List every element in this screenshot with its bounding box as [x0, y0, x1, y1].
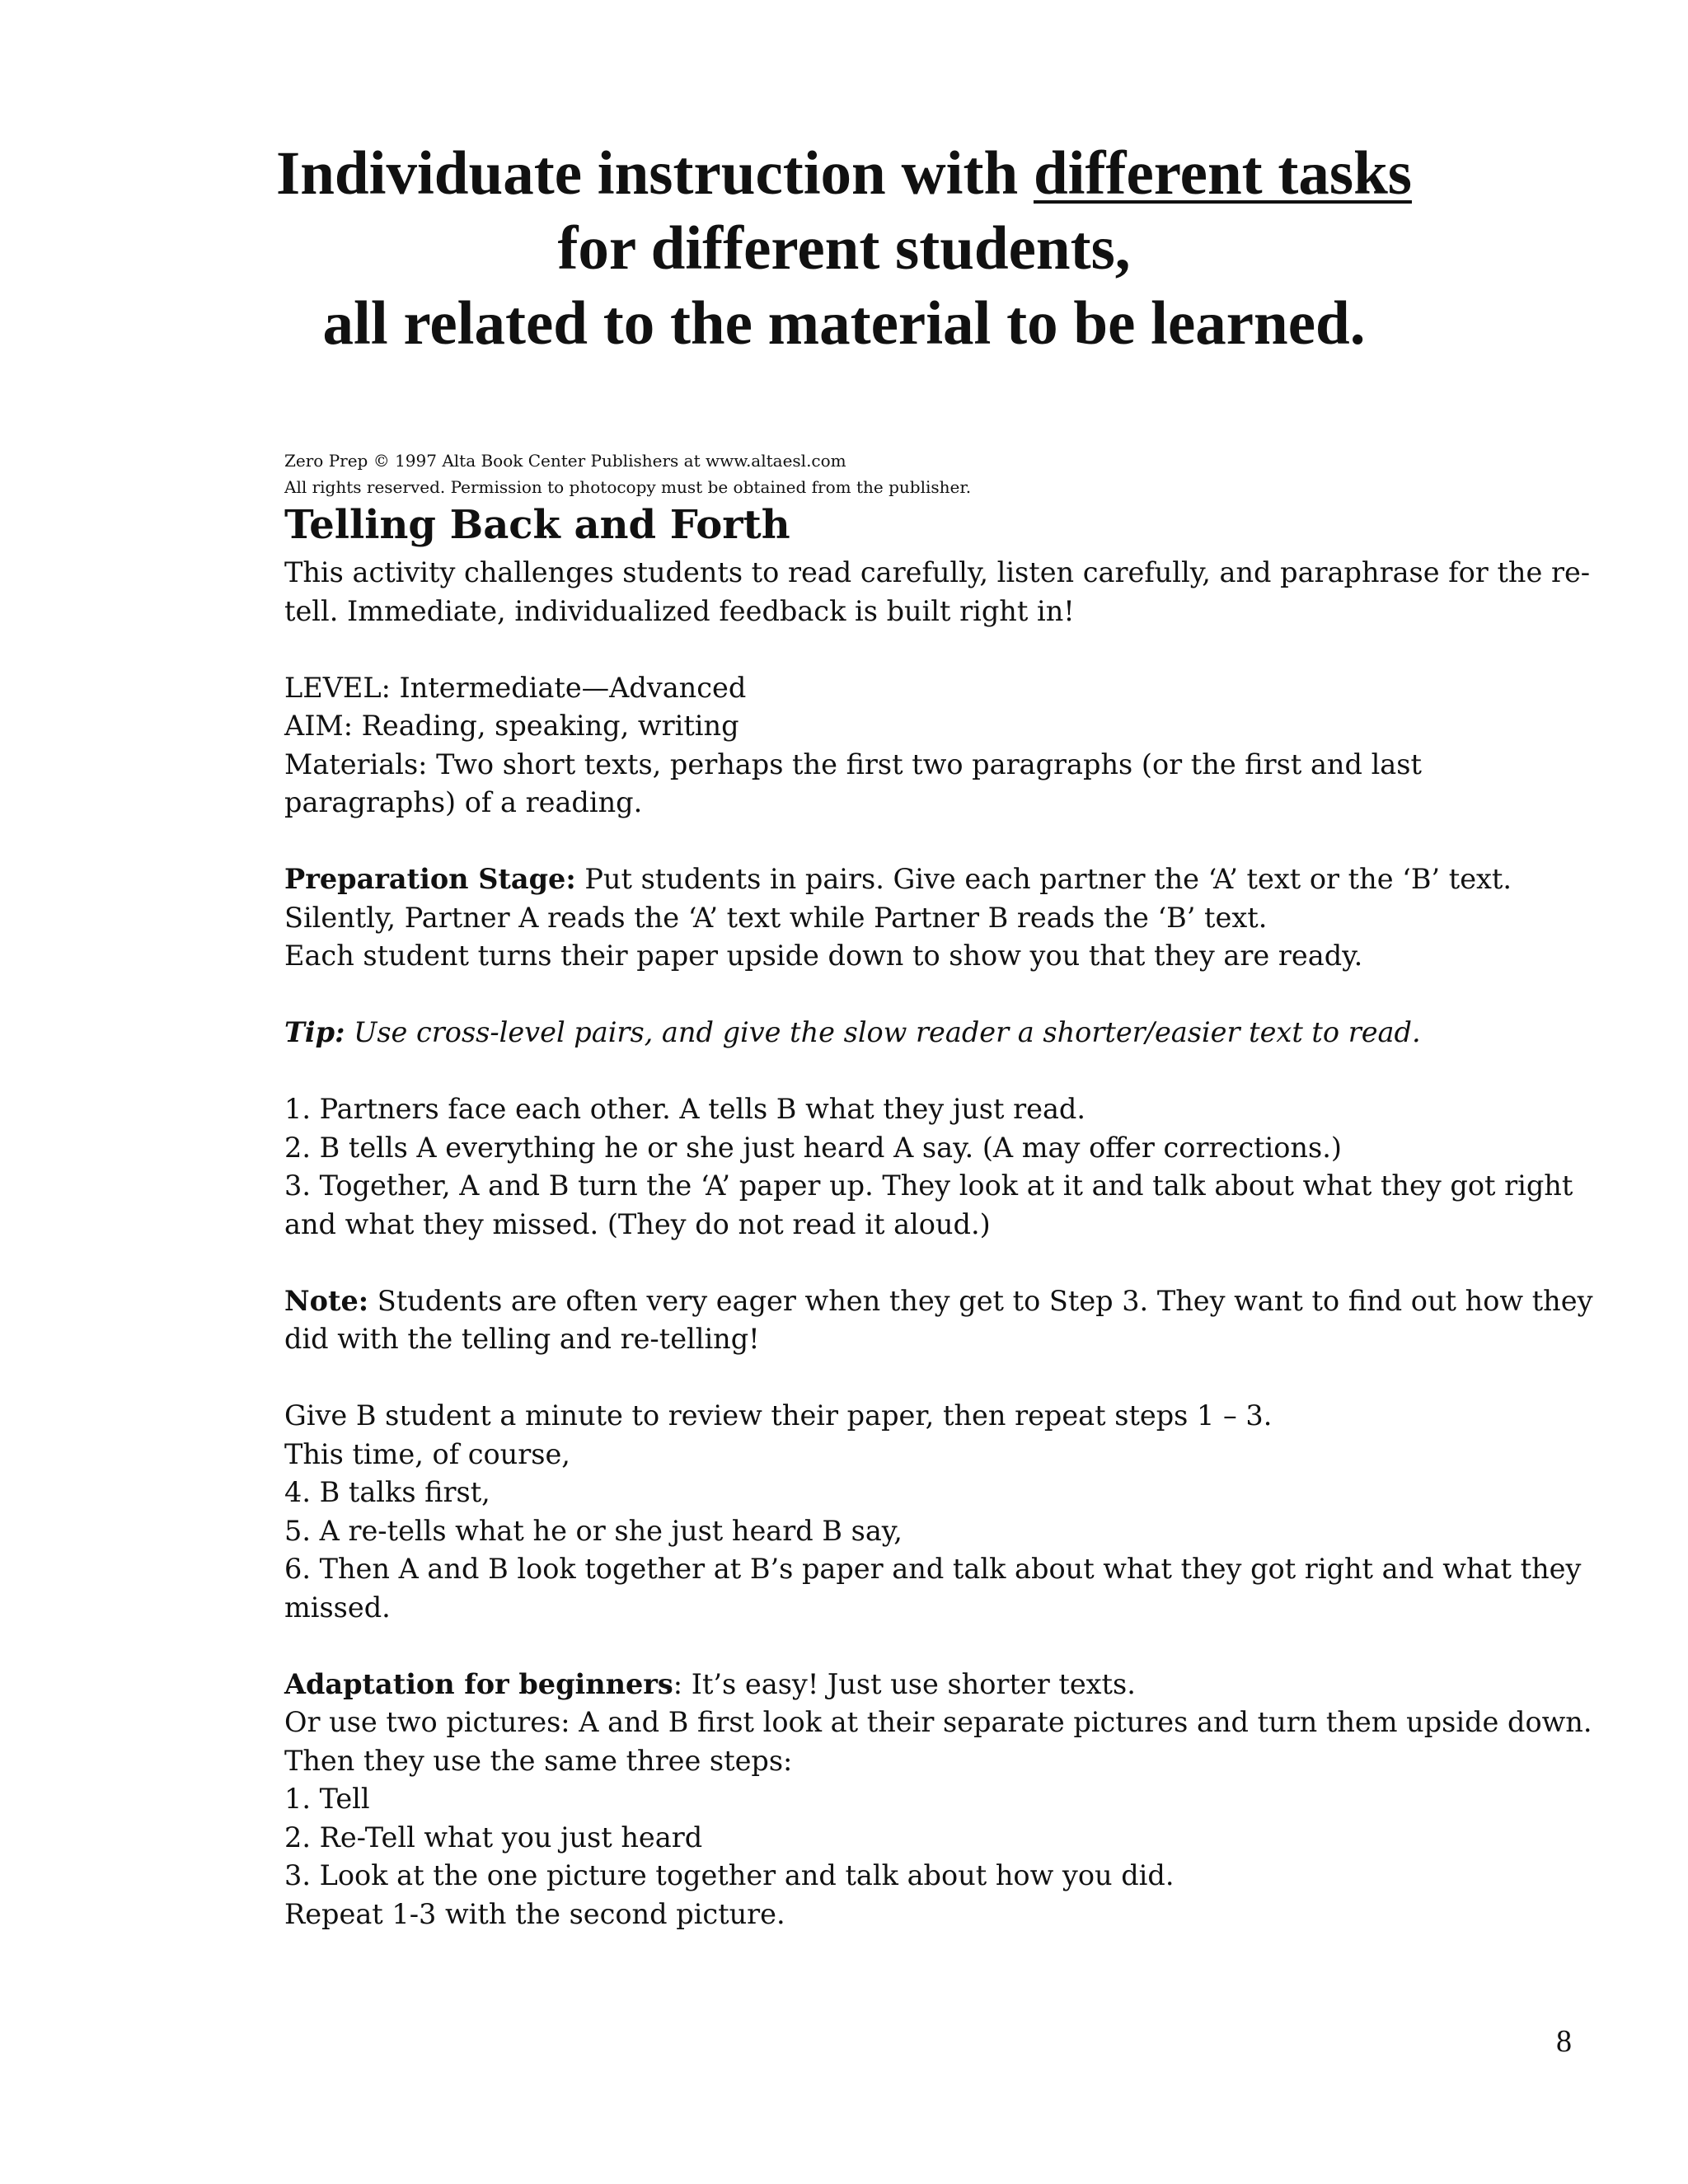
paragraph-gap	[284, 976, 1620, 1015]
adaptation-line	[284, 1666, 1620, 1704]
tip-line	[284, 1014, 1620, 1052]
tip-label: Tip:	[284, 1016, 345, 1048]
intro-line: tell. Immediate, individualized feedback is built right in!	[284, 594, 1075, 627]
adaptation-line: 2. Re-Tell what you just heard	[284, 1821, 703, 1854]
preparation-line	[284, 860, 1620, 899]
heading-line-2: for different students,	[557, 214, 1131, 283]
page-heading	[0, 136, 1688, 361]
heading-line-3: all related to the material to be learned.	[322, 289, 1366, 358]
activity-title: Telling Back and Forth	[284, 502, 790, 548]
adaptation-line: 3. Look at the one picture together and talk about how you did.	[284, 1859, 1175, 1891]
repeat-line: This time, of course,	[284, 1437, 570, 1470]
preparation-label: Preparation Stage:	[284, 863, 576, 895]
note-text: Students are often very eager when they get to Step 3. They want to find out how they	[368, 1284, 1593, 1317]
paragraph-gap	[284, 823, 1620, 861]
tip-text: Use cross-level pairs, and give the slow reader a shorter/easier text to read.	[345, 1016, 1421, 1048]
heading-underlined-phrase: different tasks	[1033, 139, 1412, 208]
paragraph-gap	[284, 1244, 1620, 1282]
paragraph-gap	[284, 1052, 1620, 1091]
preparation-line: Each student turns their paper upside down to show you that they are ready.	[284, 940, 1363, 972]
paragraph-gap	[284, 630, 1620, 669]
preparation-line: Silently, Partner A reads the ‘A’ text while Partner B reads the ‘B’ text.	[284, 901, 1268, 934]
repeat-line: 4. B talks first,	[284, 1476, 490, 1508]
note-label: Note:	[284, 1284, 369, 1317]
repeat-line: 6. Then A and B look together at B’s paper and talk about what they got right and what they	[284, 1553, 1582, 1585]
adaptation-line: 1. Tell	[284, 1783, 370, 1815]
paragraph-gap	[284, 1359, 1620, 1398]
copyright-notice	[284, 448, 971, 500]
adaptation-label: Adaptation for beginners	[284, 1667, 673, 1700]
paragraph-gap	[284, 1627, 1620, 1666]
activity-body	[284, 496, 1620, 1933]
repeat-line: missed.	[284, 1591, 391, 1624]
note-line	[284, 1282, 1620, 1321]
step-line: and what they missed. (They do not read it aloud.)	[284, 1207, 991, 1240]
note-line: did with the telling and re-telling!	[284, 1323, 760, 1355]
copyright-line-1: Zero Prep © 1997 Alta Book Center Publishers at www.altaesl.com	[284, 451, 846, 471]
preparation-text: Put students in pairs. Give each partner the ‘A’ text or the ‘B’ text.	[575, 863, 1512, 895]
copyright-line-2: All rights reserved. Permission to photocopy must be obtained from the publisher.	[284, 477, 972, 497]
step-line: 3. Together, A and B turn the ‘A’ paper up. They look at it and talk about what they got right	[284, 1169, 1573, 1202]
step-line: 2. B tells A everything he or she just heard A say. (A may offer corrections.)	[284, 1131, 1342, 1164]
materials-line: paragraphs) of a reading.	[284, 786, 643, 818]
page-number: 8	[1556, 2024, 1572, 2059]
step-line: 1. Partners face each other. A tells B what they just read.	[284, 1093, 1086, 1125]
level-line: LEVEL: Intermediate—Advanced	[284, 671, 747, 704]
intro-line: This activity challenges students to read carefully, listen carefully, and paraphrase for the re-	[284, 556, 1591, 588]
heading-line-1-text: Individuate instruction with	[276, 139, 1034, 208]
adaptation-line: Or use two pictures: A and B first look at their separate pictures and turn them upside down.	[284, 1706, 1592, 1738]
adaptation-line: Then they use the same three steps:	[284, 1744, 793, 1777]
heading-line-1	[0, 136, 1688, 211]
adaptation-text: : It’s easy! Just use shorter texts.	[673, 1667, 1136, 1700]
aim-line: AIM: Reading, speaking, writing	[284, 710, 739, 742]
repeat-line: 5. A re-tells what he or she just heard B say,	[284, 1514, 903, 1547]
repeat-line: Give B student a minute to review their paper, then repeat steps 1 – 3.	[284, 1399, 1273, 1432]
materials-line: Materials: Two short texts, perhaps the first two paragraphs (or the first and last	[284, 748, 1422, 780]
adaptation-line: Repeat 1-3 with the second picture.	[284, 1897, 785, 1930]
